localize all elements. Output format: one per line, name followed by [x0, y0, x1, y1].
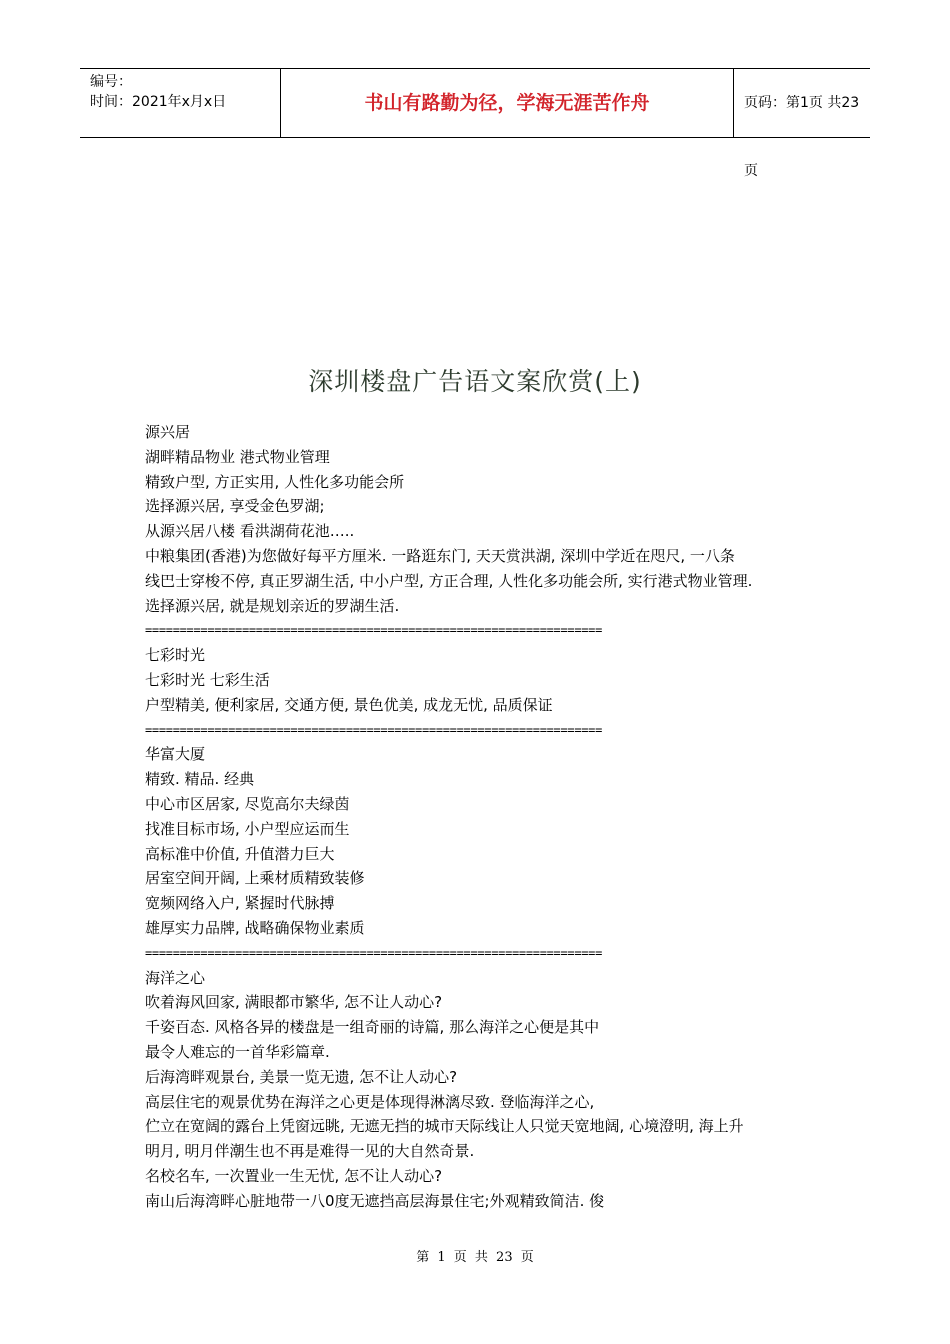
section-line: 湖畔精品物业 港式物业管理 [145, 447, 330, 466]
section-heading: 七彩时光 [145, 646, 206, 665]
header-page-label: 页码：第1页 共23页 [744, 95, 860, 179]
section-heading: 源兴居 [145, 423, 191, 441]
section-line: 精致户型, 方正实用, 人性化多功能会所 [145, 472, 405, 491]
section-line: 选择源兴居, 就是规划亲近的罗湖生活. [145, 596, 400, 615]
section-line: 伫立在宽阔的露台上凭窗远眺, 无遮无挡的城市天际线让人只觉天宽地阔, 心境澄明, 海上升 [145, 1117, 744, 1136]
section-line: 高层住宅的观景优势在海洋之心更是体现得淋漓尽致. 登临海洋之心, [145, 1092, 595, 1111]
header-motto: 书山有路勤为径，学海无涯苦作舟 [280, 69, 734, 137]
section-line: 精致. 精品. 经典 [145, 770, 255, 789]
section-line: 后海湾畔观景台, 美景一览无遗, 怎不让人动心? [145, 1067, 458, 1086]
section-heading: 海洋之心 [145, 968, 206, 987]
document-title: 深圳楼盘广告语文案欣赏(上) [308, 367, 642, 396]
section-line: 从源兴居八楼 看洪湖荷花池….. [145, 522, 355, 541]
section-line: 线巴士穿梭不停, 真正罗湖生活, 中小户型, 方正合理, 人性化多功能会所, 实行港式物业管理. [145, 571, 753, 590]
section-line: 中粮集团(香港)为您做好每平方厘米. 一路逛东门, 天天赏洪湖, 深圳中学近在咫尺, 一八条 [145, 546, 735, 565]
header-meta-cell [80, 69, 280, 137]
section-line: 吹着海风回家, 满眼都市繁华, 怎不让人动心? [145, 993, 443, 1012]
document-body [145, 420, 825, 1214]
page-footer: 第 1 页 共 23 页 [416, 1250, 534, 1265]
section-heading: 华富大厦 [145, 745, 206, 764]
doc-time-label: 时间：2021年x月x日 [90, 94, 227, 110]
section-separator: ================================================================== [145, 945, 603, 960]
page-header [80, 68, 870, 179]
section-line: 最令人难忘的一首华彩篇章. [145, 1042, 330, 1061]
section-line: 户型精美, 便利家居, 交通方便, 景色优美, 成龙无忧, 品质保证 [145, 695, 553, 714]
section-line: 名校名车, 一次置业一生无忧, 怎不让人动心? [145, 1166, 443, 1185]
section-line: 居室空间开阔, 上乘材质精致装修 [145, 869, 365, 888]
section-line: 选择源兴居, 享受金色罗湖; [145, 497, 325, 516]
section-line: 雄厚实力品牌, 战略确保物业素质 [145, 918, 365, 937]
section-line: 中心市区居家, 尽览高尔夫绿茵 [145, 794, 350, 813]
section-line: 明月, 明月伴潮生也不再是难得一见的大自然奇景. [145, 1142, 475, 1161]
section-line: 找准目标市场, 小户型应运而生 [145, 819, 350, 838]
section-line: 千姿百态. 风格各异的楼盘是一组奇丽的诗篇, 那么海洋之心便是其中 [145, 1018, 600, 1037]
section-line: 南山后海湾畔心脏地带一八0度无遮挡高层海景住宅;外观精致简洁. 俊 [145, 1191, 605, 1210]
section-separator: ================================================================== [145, 722, 603, 737]
doc-code-label: 编号： [90, 74, 132, 90]
section-line: 高标准中价值, 升值潜力巨大 [145, 844, 335, 863]
section-line: 七彩时光 七彩生活 [145, 670, 270, 689]
section-line: 宽频网络入户, 紧握时代脉搏 [145, 894, 335, 913]
section-separator: ================================================================== [145, 623, 603, 638]
